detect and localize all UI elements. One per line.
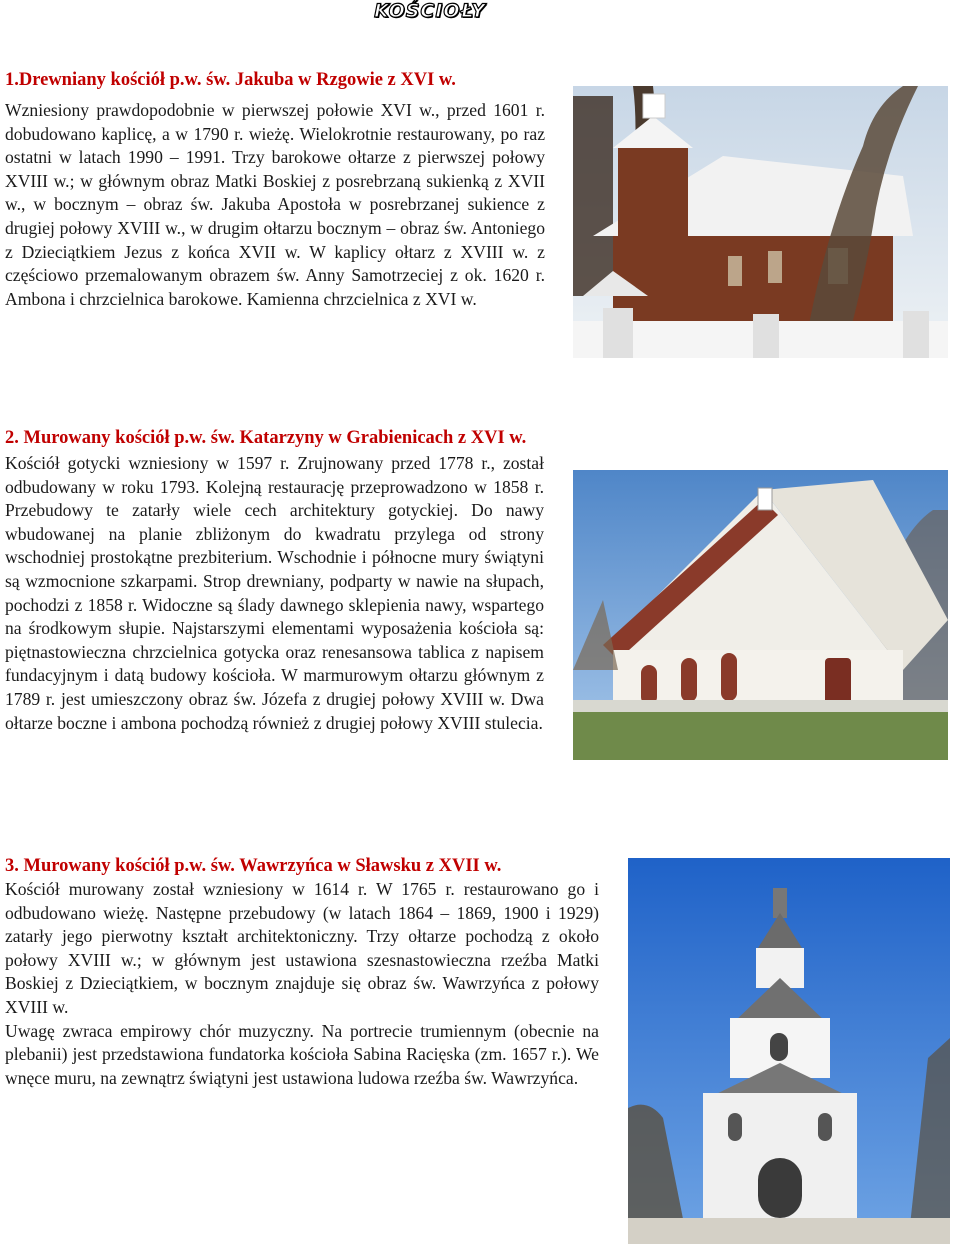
section-3-heading: 3. Murowany kościół p.w. św. Wawrzyńca w Sławsku z XVII w. xyxy=(5,856,502,876)
section-1-heading: 1.Drewniany kościół p.w. św. Jakuba w Rzgowie z XVI w. xyxy=(5,70,456,90)
section-2-body: Kościół gotycki wzniesiony w 1597 r. Zrujnowany przed 1778 r., został odbudowany w roku 1793. Kolejną restaurację przeprowadzono w 1858 r. Przebudowy te zatarły wiele cech architektury gotyckiej. Do nawy wbudowanej na planie zbliżonym do kwadratu przylega od strony wschodniej prostokątne prezbiterium. Wschodnie i północne mury świątyni są wzmocnione szkarpami. Strop drewniany, podparty w nawie na słupach, pochodzi z 1858 r. Widoczne są ślady dawnego sklepienia nawy, wspartego na środkowym słupie. Najstarszymi elementami wyposażenia kościoła są: piętnastowieczna chrzcielnica gotycka oraz renesansowa tablica z napisem fundacyjnym i datą budowy kościoła. W marmurowym ołtarzu głównym z 1789 r. jest umieszczony obraz św. Józefa z drugiej połowy XVIII w. Dwa ołtarze boczne i ambona pochodzą również z drugiej połowy XVIII stulecia. xyxy=(5,453,544,733)
section-2-heading: 2. Murowany kościół p.w. św. Katarzyny w Grabienicach z XVI w. xyxy=(5,428,527,448)
section-3-text xyxy=(5,878,599,1090)
section-3-body-2: Uwagę zwraca empirowy chór muzyczny. Na portrecie trumiennym (obecnie na plebanii) jest przedstawiona fundatorka kościoła Sabina Racięska (zm. 1657 r.). We wnęce muru, na zewnątrz świątyni jest ustawiona ludowa rzeźba św. Wawrzyńca. xyxy=(5,1020,599,1088)
section-2-text xyxy=(5,452,544,735)
section-3-body: Kościół murowany został wzniesiony w 1614 r. W 1765 r. restaurowano go i odbudowano wieżę. Następne przebudowy (w latach 1864 – 1869, 1900 i 1929) zatarły jego pierwotny kształt architektoniczny. Trzy ołtarze pochodzą z około połowy XVIII w.; w głównym jest ustawiona szesnastowieczna rzeźba Matki Boskiej z Dzieciątkiem, w bocznym znajduje się obraz św. Wawrzyńca z połowy XVIII w. xyxy=(5,879,599,1017)
wooden-church-photo xyxy=(573,86,948,358)
section-1-text xyxy=(5,99,545,311)
gothic-brick-church-photo xyxy=(573,470,948,760)
baroque-church-tower-photo xyxy=(628,858,950,1244)
section-1-body: Wzniesiony prawdopodobnie w pierwszej połowie XVI w., przed 1601 r. dobudowano kaplicę, a w 1790 r. wieżę. Wielokrotnie restaurowany, po raz ostatni w latach 1990 – 1991. Trzy barokowe ołtarze z pierwszej połowy XVIII w.; w głównym obraz Matki Boskiej z posrebrzaną sukienką z XVII w., w bocznym – obraz św. Jakuba Apostoła w posrebrzanej sukience z drugiej połowy XVIII w., w drugim ołtarzu bocznym – obraz św. Antoniego z Dzieciątkiem Jezus z końca XVII w. W kaplicy ołtarz z XVIII w. z częściowo przemalowanym obrazem św. Anny Samotrzeciej z ok. 1620 r. Ambona i chrzcielnica barokowe. Kamienna chrzcielnica z XVI w. xyxy=(5,100,545,309)
page-title: KOŚCIOŁY xyxy=(374,0,486,22)
